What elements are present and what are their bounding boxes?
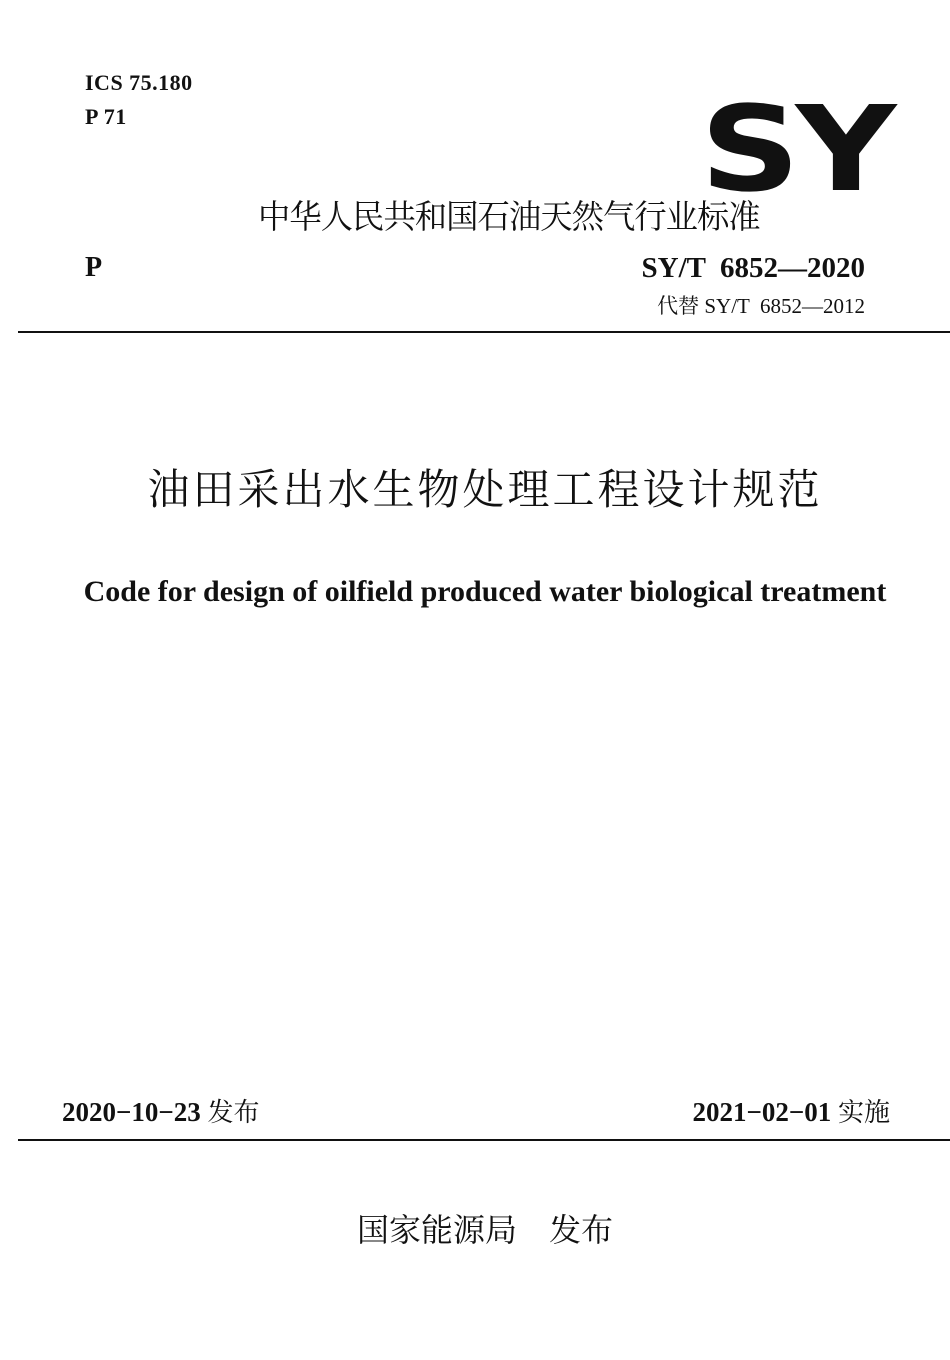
issue-date-line [62, 1094, 260, 1131]
bottom-divider [18, 1139, 950, 1141]
ccs-code: P 71 [85, 104, 127, 129]
implementation-label: 实施 [837, 1098, 890, 1128]
standard-number: SY/T 6852—2020 [641, 252, 865, 284]
issue-label: 发布 [207, 1098, 260, 1128]
ics-code: ICS 75.180 [85, 70, 193, 95]
standard-type-heading: 中华人民共和国石油天然气行业标准 [258, 197, 760, 236]
implementation-date-line [692, 1094, 890, 1131]
implementation-date: 2021−02−01 [692, 1097, 832, 1127]
sy-logo: SY [700, 80, 892, 218]
replaces-standard: 代替 SY/T 6852—2012 [657, 294, 865, 318]
issue-date: 2020−10−23 [62, 1097, 201, 1127]
top-divider [18, 331, 950, 333]
category-code: P [85, 252, 103, 283]
title-chinese: 油田采出水生物处理工程设计规范 [147, 465, 823, 514]
title-english: Code for design of oilfield produced water biological treatment [83, 575, 887, 608]
publisher: 国家能源局 发布 [356, 1211, 613, 1249]
